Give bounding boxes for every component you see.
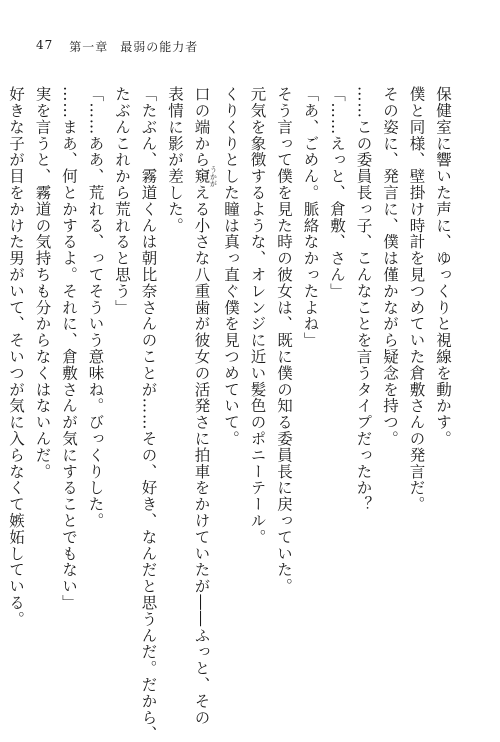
text-line: 「たぶん、霧道くんは朝比奈さんのことが……その、好き、なんだと思うんだ。だから、 <box>139 86 158 742</box>
text-line: ……この委員長っ子、こんなことを言うタイプだったか？ <box>354 86 373 513</box>
page-number: 47 <box>36 38 54 52</box>
text-line: 「……えっと、倉敷、さん」 <box>328 86 346 300</box>
text-line: 好きな子が目をかけた男がいて、そいつが気に入らなくて嫉妬している。 <box>7 86 25 628</box>
chapter-heading <box>69 38 198 55</box>
text-line: たぶんこれから荒れると思う」 <box>113 86 131 316</box>
text-line: ……まあ、何とかするよ。それに、倉敷さんが気にすることでもない」 <box>60 86 78 611</box>
running-head <box>36 38 198 55</box>
text-line: 保健室に響いた声に、ゆっくりと視線を動かす。 <box>434 86 452 447</box>
ruby-annotation: 窺 うかが <box>192 165 218 187</box>
ruby-reading: うかが <box>209 165 218 187</box>
text-line: その姿に、発言に、僕は僅かながら疑念を持つ。 <box>381 86 399 447</box>
body-text <box>7 86 456 742</box>
text-line: くりくりとした瞳は真っ直ぐ僕を見つめていて。 <box>222 86 240 447</box>
text-line: 僕と同様、壁掛け時計を見つめていた倉敷さんの発言だ。 <box>407 86 426 513</box>
text-line: 実を言うと、霧道の気持ちも分からなくはないんだ。 <box>33 86 52 480</box>
text-line: 「……ああ、荒れる、ってそういう意味ね。びっくりした。 <box>86 86 105 529</box>
text-line: 元気を象徴するような、オレンジに近い髪色のポニーテール。 <box>248 86 267 546</box>
text-line-with-ruby: 口の端から窺 うかがえる小さな八重歯が彼女の活発さに拍車をかけていたが――ふっと、その <box>192 86 218 726</box>
text-line: 「あ、ごめん。脈絡なかったよね」 <box>301 86 320 349</box>
chapter-title: 最弱の能力者 <box>120 40 199 54</box>
chapter-number: 第一章 <box>69 40 109 54</box>
text-line: そう言って僕を見た時の彼女は、既に僕の知る委員長に戻っていた。 <box>275 86 293 595</box>
text-line: 表情に影が差した。 <box>166 86 184 234</box>
